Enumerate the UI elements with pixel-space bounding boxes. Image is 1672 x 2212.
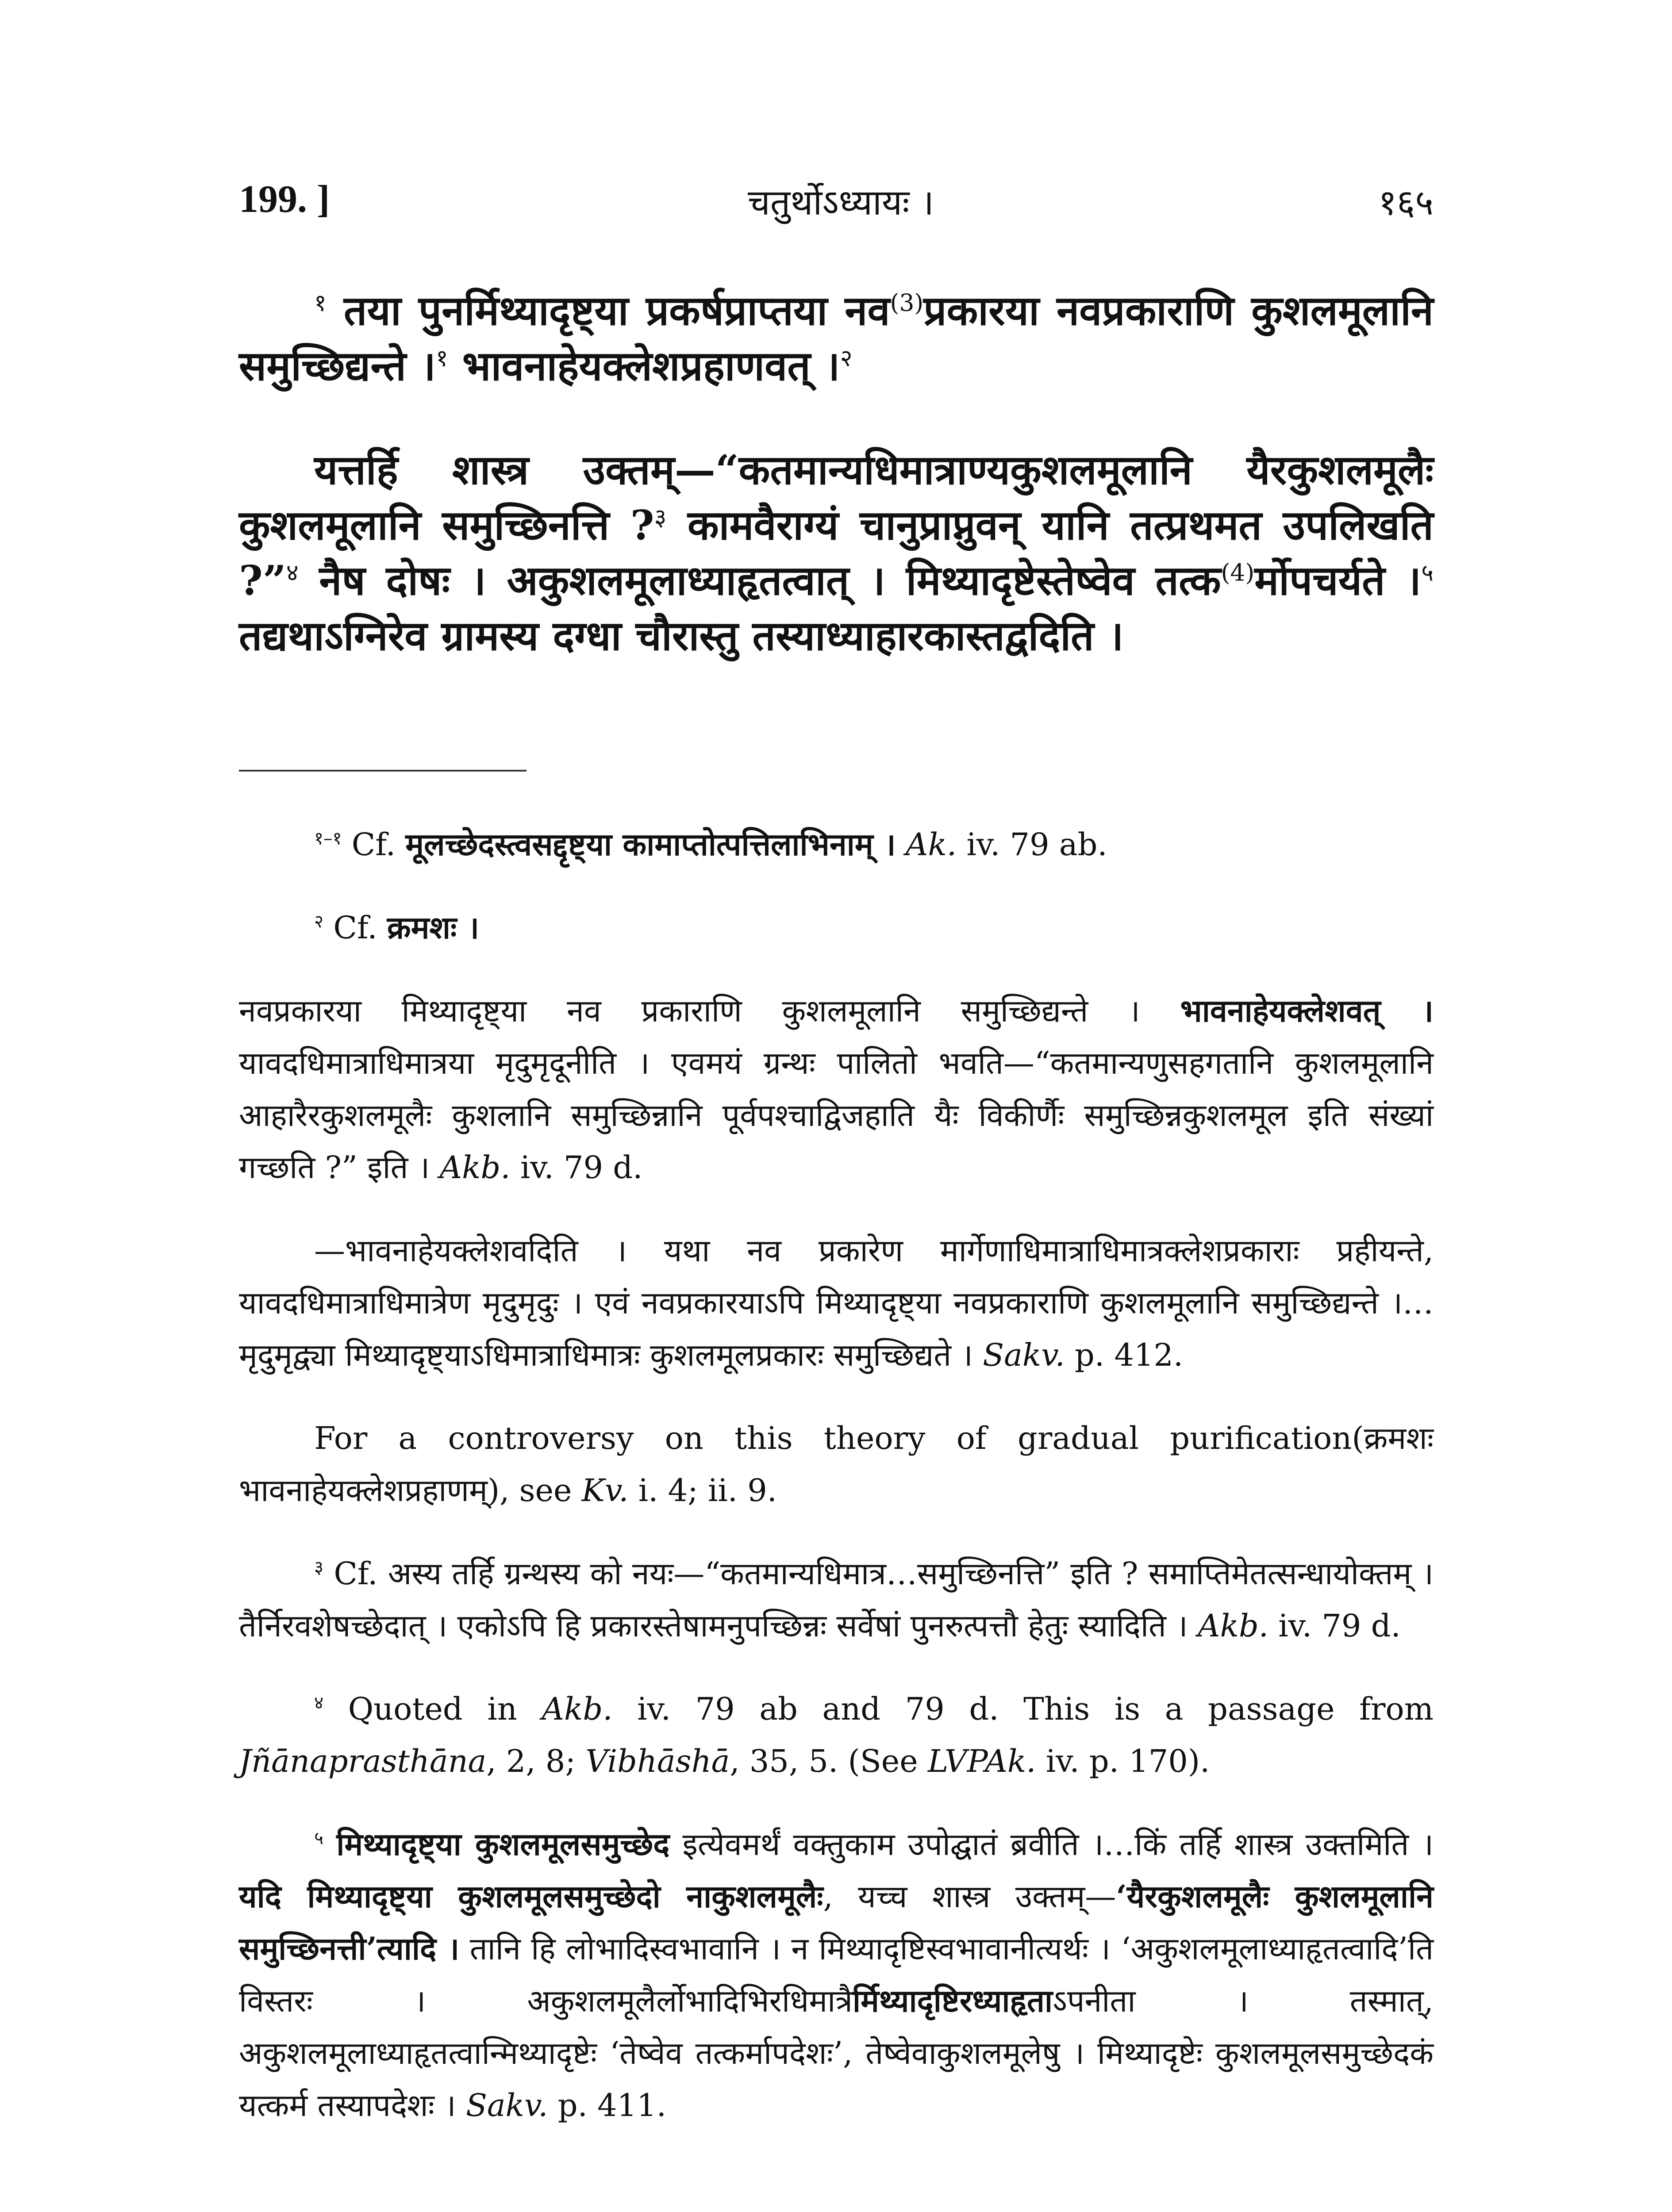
footnote-2-head: $^२$ Cf. क्रमशः । xyxy=(314,909,480,946)
footnote-divider xyxy=(239,770,527,772)
citation-work: Ak. xyxy=(905,826,957,863)
footnote-marker: १ xyxy=(436,344,448,372)
footnote-2-para-3: For a controversy on this theory of gradual purification(क्रमशः भावनाहेयक्लेशप्रहाणम्), see Kv. i. 4; ii. 9. xyxy=(239,1420,1434,1509)
emendation-marker: (4) xyxy=(1221,558,1255,587)
footnote-5: $^५$ मिथ्यादृष्ट्या कुशलमूलसमुच्छेद इत्येवमर्थं वक्तुकाम उपोद्घातं ब्रवीति ।…किं तर्हि शास्त्र उक्तमिति । यदि मिथ्यादृष्ट्या कुशलमूलसमुच्छेदो नाकुशलमूलैः, यच्च शास्त्र उक्तम्—‘यैरकुशलमूलैः कुशलमूलानि समुच्छिनत्ती’त्यादि । तानि हि लोभादिस्वभावानि । न मिथ्यादृष्टिस्वभावानीत्यर्थः । ‘अकुशलमूलाध्याहृतत्वादि’ति विस्तरः । अकुशलमूलैर्लोभादिभिरधिमात्रैर्मिथ्यादृष्टिरध्याहृताऽपनीता । तस्मात्, अकुशलमूलाध्याहृतत्वान्मिथ्यादृष्टेः ‘तेष्वेव तत्कर्मापदेशः’, तेष्वेवाकुशलमूलेषु । मिथ्यादृष्टेः कुशलमूलसमुच्छेदकं यत्कर्म तस्यापदेशः । Sakv. p. 411. xyxy=(239,1826,1434,2124)
citation-work: Sakv. xyxy=(983,1337,1065,1373)
page-number: १६५ xyxy=(1378,182,1434,223)
main-text xyxy=(239,283,1434,712)
footnote-number: २ xyxy=(314,910,324,932)
footnote-3: $^३$ Cf. अस्य तर्हि ग्रन्थस्य को नयः—“कतमान्यधिमात्र…समुच्छिनत्ति” इति ? समाप्तिमेतत्सन्धायोक्तम् । तैर्निरवशेषच्छेदात् । एकोऽपि हि प्रकारस्तेषामनुपच्छिन्नः सर्वेषां पुनरुत्पत्तौ हेतुः स्यादिति । Akb. iv. 79 d. xyxy=(239,1555,1434,1644)
footnote-marker: १ xyxy=(314,288,327,317)
citation-work: Akb. xyxy=(542,1691,613,1727)
citation-work: Jñānaprasthāna xyxy=(239,1743,487,1779)
section-reference: 199. ] xyxy=(239,178,330,221)
footnote-2-para-2: —भावनाहेयक्लेशवदिति । यथा नव प्रकारेण मार्गेणाधिमात्राधिमात्रक्लेशप्रकाराः प्रहीयन्ते, यावदधिमात्राधिमात्रेण मृदुमृदुः । एवं नवप्रकारयाऽपि मिथ्यादृष्ट्या नवप्रकाराणि कुशलमूलानि समुच्छिद्यन्ते ।…मृदुमृद्व्या मिथ्यादृष्ट्याऽधिमात्राधिमात्रः कुशलमूलप्रकारः समुच्छिद्यते । Sakv. p. 412. xyxy=(239,1233,1434,1373)
running-head xyxy=(239,177,1434,239)
footnote-2-para-1: नवप्रकारया मिथ्यादृष्ट्या नव प्रकाराणि कुशलमूलानि समुच्छिद्यन्ते । भावनाहेयक्लेशवत् । यावदधिमात्राधिमात्रया मृदुमृदूनीति । एवमयं ग्रन्थः पालितो भवति—“कतमान्यणुसहगतानि कुशलमूलानि आहारैरकुशलमूलैः कुशलानि समुच्छिन्नानि पूर्वपश्चाद्विजहाति यैः विकीर्णैः समुच्छिन्नकुशलमूल इति संख्यां गच्छति ?” इति । Akb. iv. 79 d. xyxy=(239,992,1434,1186)
footnote-1: $^{१-१}$ Cf. मूलच्छेदस्त्वसद्दृष्ट्या कामाप्तोत्पत्तिलाभिनाम् । Ak. iv. 79 ab. xyxy=(314,826,1107,863)
citation-work: Akb. xyxy=(439,1149,511,1186)
footnote-number: ५ xyxy=(314,1827,324,1849)
main-paragraph-2: यत्तर्हि शास्त्र उक्तम्—“कतमान्यधिमात्राण्यकुशलमूलानि यैरकुशलमूलैः कुशलमूलानि समुच्छिनत्ति ?$^३$ कामवैराग्यं चानुप्राप्नुवन् यानि तत्प्रथमत उपलिखति ?”$^४$ नैष दोषः । अकुशलमूलाध्याहृतत्वात् । मिथ्यादृष्टेस्तेष्वेव तत्क$^{(4)}$र्मोपचर्यते ।$^५$ तद्यथाऽग्निरेव ग्रामस्य दग्धा चौरास्तु तस्याध्याहारकास्तद्वदिति । xyxy=(239,446,1434,660)
footnote-number: ४ xyxy=(314,1692,324,1713)
footnote-4: $^४$ Quoted in Akb. iv. 79 ab and 79 d. This is a passage from Jñānaprasthāna, 2, 8; Vibhāshā, 35, 5. (See LVPAk. iv. p. 170). xyxy=(239,1691,1434,1779)
citation-work: Vibhāshā xyxy=(585,1743,730,1779)
citation-work: Akb. xyxy=(1197,1608,1268,1644)
chapter-title: चतुर्थोऽध्यायः । xyxy=(748,182,934,223)
footnote-number: ३ xyxy=(314,1556,324,1578)
footnote-number: १–१ xyxy=(314,827,342,849)
citation-work: LVPAk. xyxy=(927,1743,1036,1779)
main-paragraph-1: $^१$ तया पुनर्मिथ्यादृष्ट्या प्रकर्षप्राप्तया नव$^{(3)}$प्रकारया नवप्रकाराणि कुशलमूलानि समुच्छिद्यन्ते ।$^१$ भावनाहेयक्लेशप्रहाणवत् ।$^२$ xyxy=(239,287,1434,390)
emendation-marker: (3) xyxy=(890,288,924,317)
footnotes xyxy=(239,818,1434,2162)
footnote-marker: ३ xyxy=(654,503,667,531)
footnote-marker: ४ xyxy=(286,558,299,587)
footnote-marker: २ xyxy=(840,344,853,372)
citation-work: Sakv. xyxy=(465,2087,548,2124)
citation-work: Kv. xyxy=(581,1472,629,1509)
footnote-marker: ५ xyxy=(1421,558,1434,587)
